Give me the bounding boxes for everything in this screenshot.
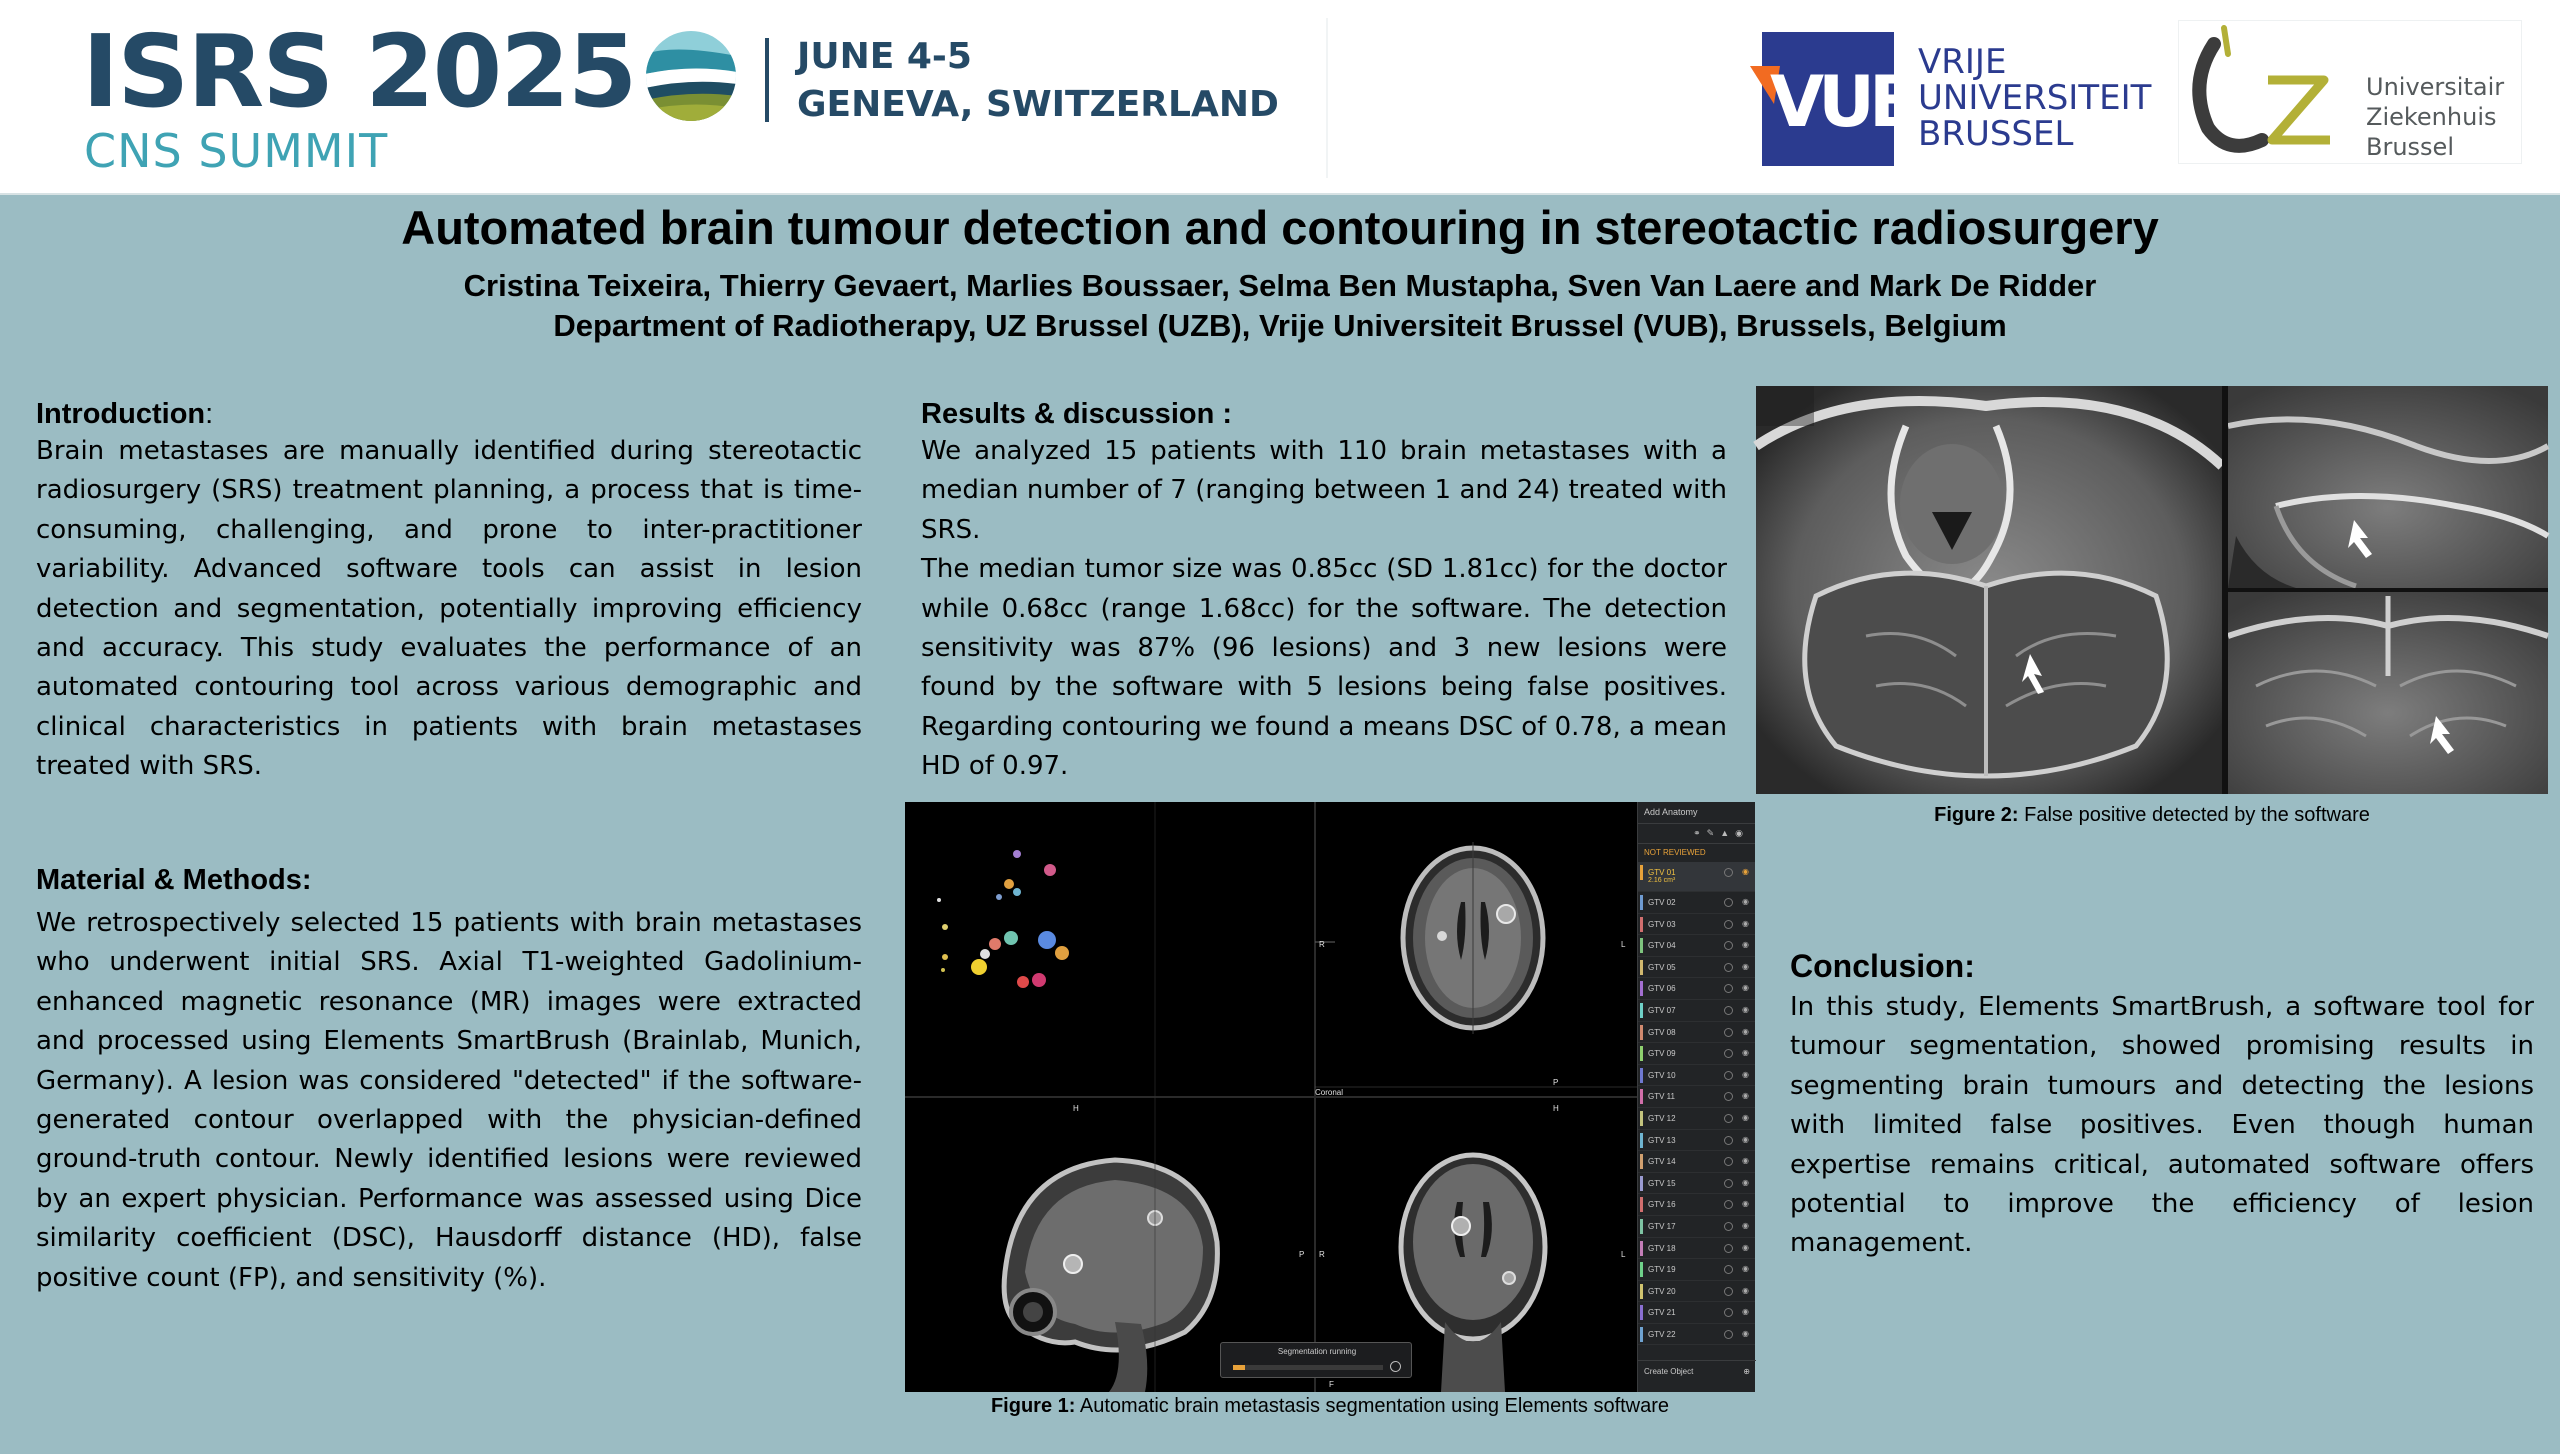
eye-icon[interactable]: ◉ [1742,867,1749,876]
axial-mri-panel [1756,386,2222,794]
gtv-item[interactable] [1638,1130,1755,1152]
gtv-color-bar [1640,1241,1643,1256]
gtv-color-bar [1640,865,1643,880]
axial-label-p: P [1553,1078,1559,1087]
segmentation-progress-bar [1233,1365,1383,1370]
coronal-caption: Coronal [1315,1088,1344,1097]
gtv-status-dot[interactable] [1724,984,1733,993]
eye-icon[interactable]: ◉ [1742,1112,1749,1122]
gtv-color-bar [1640,981,1643,996]
eye-icon[interactable]: ◉ [1742,897,1749,906]
gtv-item[interactable] [1638,914,1755,936]
uz-line-1: Universitair [2366,73,2505,101]
gtv-item-label: GTV 05 [1648,962,1676,972]
gtv-item-label: GTV 08 [1648,1027,1676,1037]
gtv-color-bar [1640,1068,1643,1083]
figure-1-caption-label: Figure 1: [990,1395,1076,1417]
eye-icon[interactable]: ◉ [1742,983,1749,993]
delete-icon[interactable]: ▲ [1720,828,1736,838]
add-icon: ⊕ [1743,1367,1750,1376]
results-heading: Results & discussion : [921,398,1233,430]
gtv-status-dot[interactable] [1724,1092,1733,1101]
eye-icon[interactable]: ◉ [1742,1264,1749,1274]
gtv-color-bar [1640,960,1643,975]
introduction-heading-colon: : [205,398,214,430]
gtv-item[interactable] [1638,1043,1755,1065]
gtv-color-bar [1640,1327,1643,1342]
object-list-panel [1637,802,1755,1392]
gtv-color-bar [1640,917,1643,932]
gtv-status-dot[interactable] [1724,1049,1733,1058]
gtv-item-label: GTV 17 [1648,1221,1676,1231]
3d-lesion-view [937,850,1069,988]
gtv-item-label: GTV 07 [1648,1005,1676,1015]
gtv-item-label: GTV 10 [1648,1070,1676,1080]
gtv-item[interactable] [1638,1086,1755,1108]
gtv-item[interactable] [1638,1281,1755,1303]
figure-2-mri-images [1756,386,2548,794]
axial-label-l: L [1621,940,1626,949]
gtv-active-volume: 2.16 cm³ [1648,877,1676,884]
sagittal-mri-panel-top [2228,386,2548,588]
link-icon[interactable]: ⚭ [1693,828,1707,838]
gtv-item[interactable] [1638,1324,1755,1346]
gtv-status-dot[interactable] [1724,1330,1733,1339]
poster-affiliation: Department of Radiotherapy, UZ Brussel (UZB), Vrije Universiteit Brussel (VUB), Brussels, Belgium [553,308,2007,343]
introduction-heading-text: Introduction [36,398,206,430]
axial-label-r: R [1319,940,1325,949]
gtv-item[interactable] [1638,1259,1755,1281]
gtv-item-label: GTV 20 [1648,1286,1676,1296]
event-date: JUNE 4-5 [797,36,972,77]
vub-line-3: BRUSSEL [1918,114,2074,154]
uz-wordmark [2366,72,2504,162]
visibility-icon[interactable]: ◉ [1735,828,1749,838]
header-separator [765,38,769,122]
coronal-brain-view [1401,1155,1545,1392]
gtv-color-bar [1640,1046,1643,1061]
gtv-color-bar [1640,1003,1643,1018]
gtv-color-bar [1640,1305,1643,1320]
coronal-label-h: H [1553,1104,1559,1113]
gtv-color-bar [1640,895,1643,910]
gtv-item[interactable] [1638,1000,1755,1022]
gtv-item-label: GTV 19 [1648,1265,1676,1275]
gtv-status-dot[interactable] [1724,1114,1733,1123]
gtv-item[interactable] [1638,1302,1755,1324]
vub-logo-mark: VUB [1770,61,1917,143]
gtv-item-label: GTV 02 [1648,898,1676,907]
coronal-label-r: R [1319,1250,1325,1259]
gtv-item-label: GTV 13 [1648,1135,1676,1145]
cns-summit-text: CNS SUMMIT [84,124,389,178]
gtv-active-label: GTV 01 [1648,868,1676,877]
gtv-status-dot[interactable] [1724,1136,1733,1145]
gtv-color-bar [1640,1025,1643,1040]
figure-2-caption-label: Figure 2: [1934,804,2019,826]
gtv-item-label: GTV 18 [1648,1243,1676,1253]
panel-toolbar [1638,824,1755,844]
gtv-status-dot[interactable] [1724,1308,1733,1317]
methods-text: We retrospectively selected 15 patients with brain metastases who underwent initial SRS. Axial T1-weighted Gadolinium-enhanced magnetic resonance (MR) images were extracted and processed using Elements SmartBrush (Brainlab, Munich, Germany). A lesion was considered "detected" if the software-generated contour overlapped with the physician-defined ground-truth contour. Newly identified lesions were reviewed by an expert physician. Performance was assessed using Dice similarity coefficient (DSC), Hausdorff distance (HD), false positive count (FP), and sensitivity (%). [36,908,862,1293]
gtv-status-dot[interactable] [1724,920,1733,929]
vub-wordmark [1918,44,2151,152]
results-paragraph-2: The median tumor size was 0.85cc (SD 1.81cc) for the doctor while 0.68cc (range 1.68cc) for the software. The detection sensitivity was 87% (96 lesions) and 3 new lesions were found by the software with 5 lesions being false positives. Regarding contouring we found a means DSC of 0.78, a mean HD of 0.97. [921,554,1727,782]
gtv-status-dot[interactable] [1724,868,1733,877]
poster-authors: Cristina Teixeira, Thierry Gevaert, Marlies Boussaer, Selma Ben Mustapha, Sven Van Laere and Mark De Ridder [463,268,2097,303]
bottom-label-f: F [1329,1380,1334,1389]
gtv-item-label: GTV 12 [1648,1113,1676,1123]
gtv-item-active[interactable] [1638,862,1755,892]
isrs-globe-icon [645,30,737,122]
cancel-icon[interactable] [1390,1361,1401,1372]
eye-icon[interactable]: ◉ [1742,1177,1749,1187]
gtv-item[interactable] [1638,1151,1755,1173]
gtv-item[interactable] [1638,1173,1755,1195]
eye-icon[interactable]: ◉ [1742,1328,1749,1338]
gtv-status-dot[interactable] [1724,963,1733,972]
isrs-logo-text: ISRS 2025 [82,13,636,130]
gtv-color-bar [1640,1219,1643,1234]
gtv-item[interactable] [1638,957,1755,979]
eye-icon[interactable]: ◉ [1742,1069,1749,1079]
gtv-status-dot[interactable] [1724,1006,1733,1015]
conclusion-text: In this study, Elements SmartBrush, a software tool for tumour segmentation, showed promising results in segmenting brain tumours and detecting the lesions with limited false positives. Even though human expertise remains critical, automated software offers potential to improve the efficiency of lesion management. [1790,992,2534,1259]
eye-icon[interactable]: ◉ [1742,1285,1749,1295]
eye-icon[interactable]: ◉ [1742,1091,1749,1101]
gtv-status-dot[interactable] [1724,1071,1733,1080]
gtv-status-dot[interactable] [1724,941,1733,950]
gtv-color-bar [1640,1111,1643,1126]
gtv-item[interactable] [1638,1022,1755,1044]
gtv-item[interactable] [1638,1194,1755,1216]
vub-logo [1750,32,1917,166]
eye-icon[interactable]: ◉ [1742,1307,1749,1317]
panel-header [1638,802,1755,824]
eye-icon[interactable]: ◉ [1742,1004,1749,1014]
gtv-status-dot[interactable] [1724,1200,1733,1209]
header-banner [0,0,2560,195]
figure-2-panels [1756,386,2548,794]
gtv-item-label: GTV 11 [1648,1092,1675,1102]
create-object-button[interactable] [1638,1360,1756,1382]
uz-line-2: Ziekenhuis [2366,103,2497,131]
introduction-text: Brain metastases are manually identified during stereotactic radiosurgery (SRS) treatment planning, a process that is time-consuming, challenging, and prone to inter-practitioner variability. Advanced software tools can assist in lesion detection and segmentation, potentially improving efficiency and accuracy. This study evaluates the performance of an automated contouring tool across various demographic and clinical characteristics in patients with brain metastases treated with SRS. [36,436,862,782]
eye-icon[interactable]: ◉ [1742,1134,1749,1144]
methods-heading: Material & Methods: [36,864,312,896]
uz-logo-mark: UZ [2184,24,2186,25]
vub-line-2: UNIVERSITEIT [1918,78,2152,118]
gtv-item[interactable] [1638,1216,1755,1238]
gtv-status-dot[interactable] [1724,898,1733,907]
gtv-status-dot[interactable] [1724,1028,1733,1037]
conclusion-heading: Conclusion: [1790,948,1975,984]
uz-logo [2184,24,2340,160]
figure-1-software-screenshot [905,802,1755,1392]
gtv-status-dot[interactable] [1724,1287,1733,1296]
gtv-item[interactable] [1638,1065,1755,1087]
gtv-item-label: GTV 09 [1648,1049,1676,1059]
edit-icon[interactable]: ✎ [1706,828,1721,838]
gtv-item[interactable] [1638,892,1755,914]
eye-icon[interactable]: ◉ [1742,1242,1749,1252]
figure-1-viewports [905,802,1637,1392]
figure-2-caption-text: False positive detected by the software [2018,804,2370,826]
gtv-color-bar [1640,1284,1643,1299]
gtv-item-label: GTV 21 [1648,1308,1676,1318]
gtv-item-label: GTV 22 [1648,1329,1676,1339]
figure-1-caption [905,1393,1755,1419]
gtv-item-label: GTV 06 [1648,984,1676,994]
eye-icon[interactable]: ◉ [1742,1156,1749,1166]
sagittal-brain-view [1004,1160,1217,1392]
eye-icon[interactable]: ◉ [1742,1048,1749,1058]
gtv-status-dot[interactable] [1724,1265,1733,1274]
gtv-item-label: GTV 03 [1648,919,1676,929]
gtv-color-bar [1640,1197,1643,1212]
segmentation-progress-dialog [1220,1342,1412,1378]
gtv-color-bar [1640,1089,1643,1104]
coronal-label-l: L [1621,1250,1626,1259]
event-location: GENEVA, SWITZERLAND [797,84,1279,125]
gtv-item[interactable] [1638,1238,1755,1260]
panel-header-label: Add Anatomy [1644,807,1698,817]
poster-title: Automated brain tumour detection and contouring in stereotactic radiosurgery [401,201,2159,254]
sagittal-label-h: H [1073,1104,1079,1113]
gtv-item-label: GTV 15 [1648,1178,1676,1188]
eye-icon[interactable]: ◉ [1742,940,1749,950]
introduction-heading [36,394,213,434]
gtv-item[interactable] [1638,978,1755,1000]
gtv-color-bar [1640,1133,1643,1148]
coronal-mri-panel-bottom [2228,592,2548,794]
results-paragraph-1: We analyzed 15 patients with 110 brain metastases with a median number of 7 (ranging between 1 and 24) treated with SRS. [921,436,1727,545]
gtv-color-bar [1640,1154,1643,1169]
sagittal-label-p: P [1299,1250,1305,1259]
gtv-status-dot[interactable] [1724,1222,1733,1231]
figure-2-caption [1756,802,2548,828]
create-object-label: Create Object [1644,1367,1694,1376]
gtv-status-dot[interactable] [1724,1157,1733,1166]
results-text [921,432,1727,787]
eye-icon[interactable]: ◉ [1742,1199,1749,1209]
eye-icon[interactable]: ◉ [1742,961,1749,971]
vub-line-1: VRIJE [1918,42,2007,82]
gtv-item-label: GTV 14 [1648,1157,1676,1167]
gtv-item-label: GTV 04 [1648,941,1676,951]
segmentation-label: Segmentation running [1277,1347,1357,1356]
gtv-color-bar [1640,1176,1643,1191]
figure-1-caption-text: Automatic brain metastasis segmentation using Elements software [1075,1395,1670,1417]
axial-brain-view [1403,842,1543,1034]
gtv-color-bar [1640,938,1643,953]
eye-icon[interactable]: ◉ [1742,1220,1749,1230]
segmentation-progress-fill [1233,1365,1245,1370]
review-status: NOT REVIEWED [1644,848,1706,857]
eye-icon[interactable]: ◉ [1742,918,1749,928]
gtv-item[interactable] [1638,935,1755,957]
gtv-status-dot[interactable] [1724,1244,1733,1253]
gtv-color-bar [1640,1262,1643,1277]
gtv-list [1638,892,1755,1345]
gtv-status-dot[interactable] [1724,1179,1733,1188]
eye-icon[interactable]: ◉ [1742,1026,1749,1036]
banner-divider [1326,18,1328,178]
uz-line-3: Brussel [2366,133,2454,161]
gtv-item-label: GTV 16 [1648,1200,1676,1210]
gtv-item[interactable] [1638,1108,1755,1130]
